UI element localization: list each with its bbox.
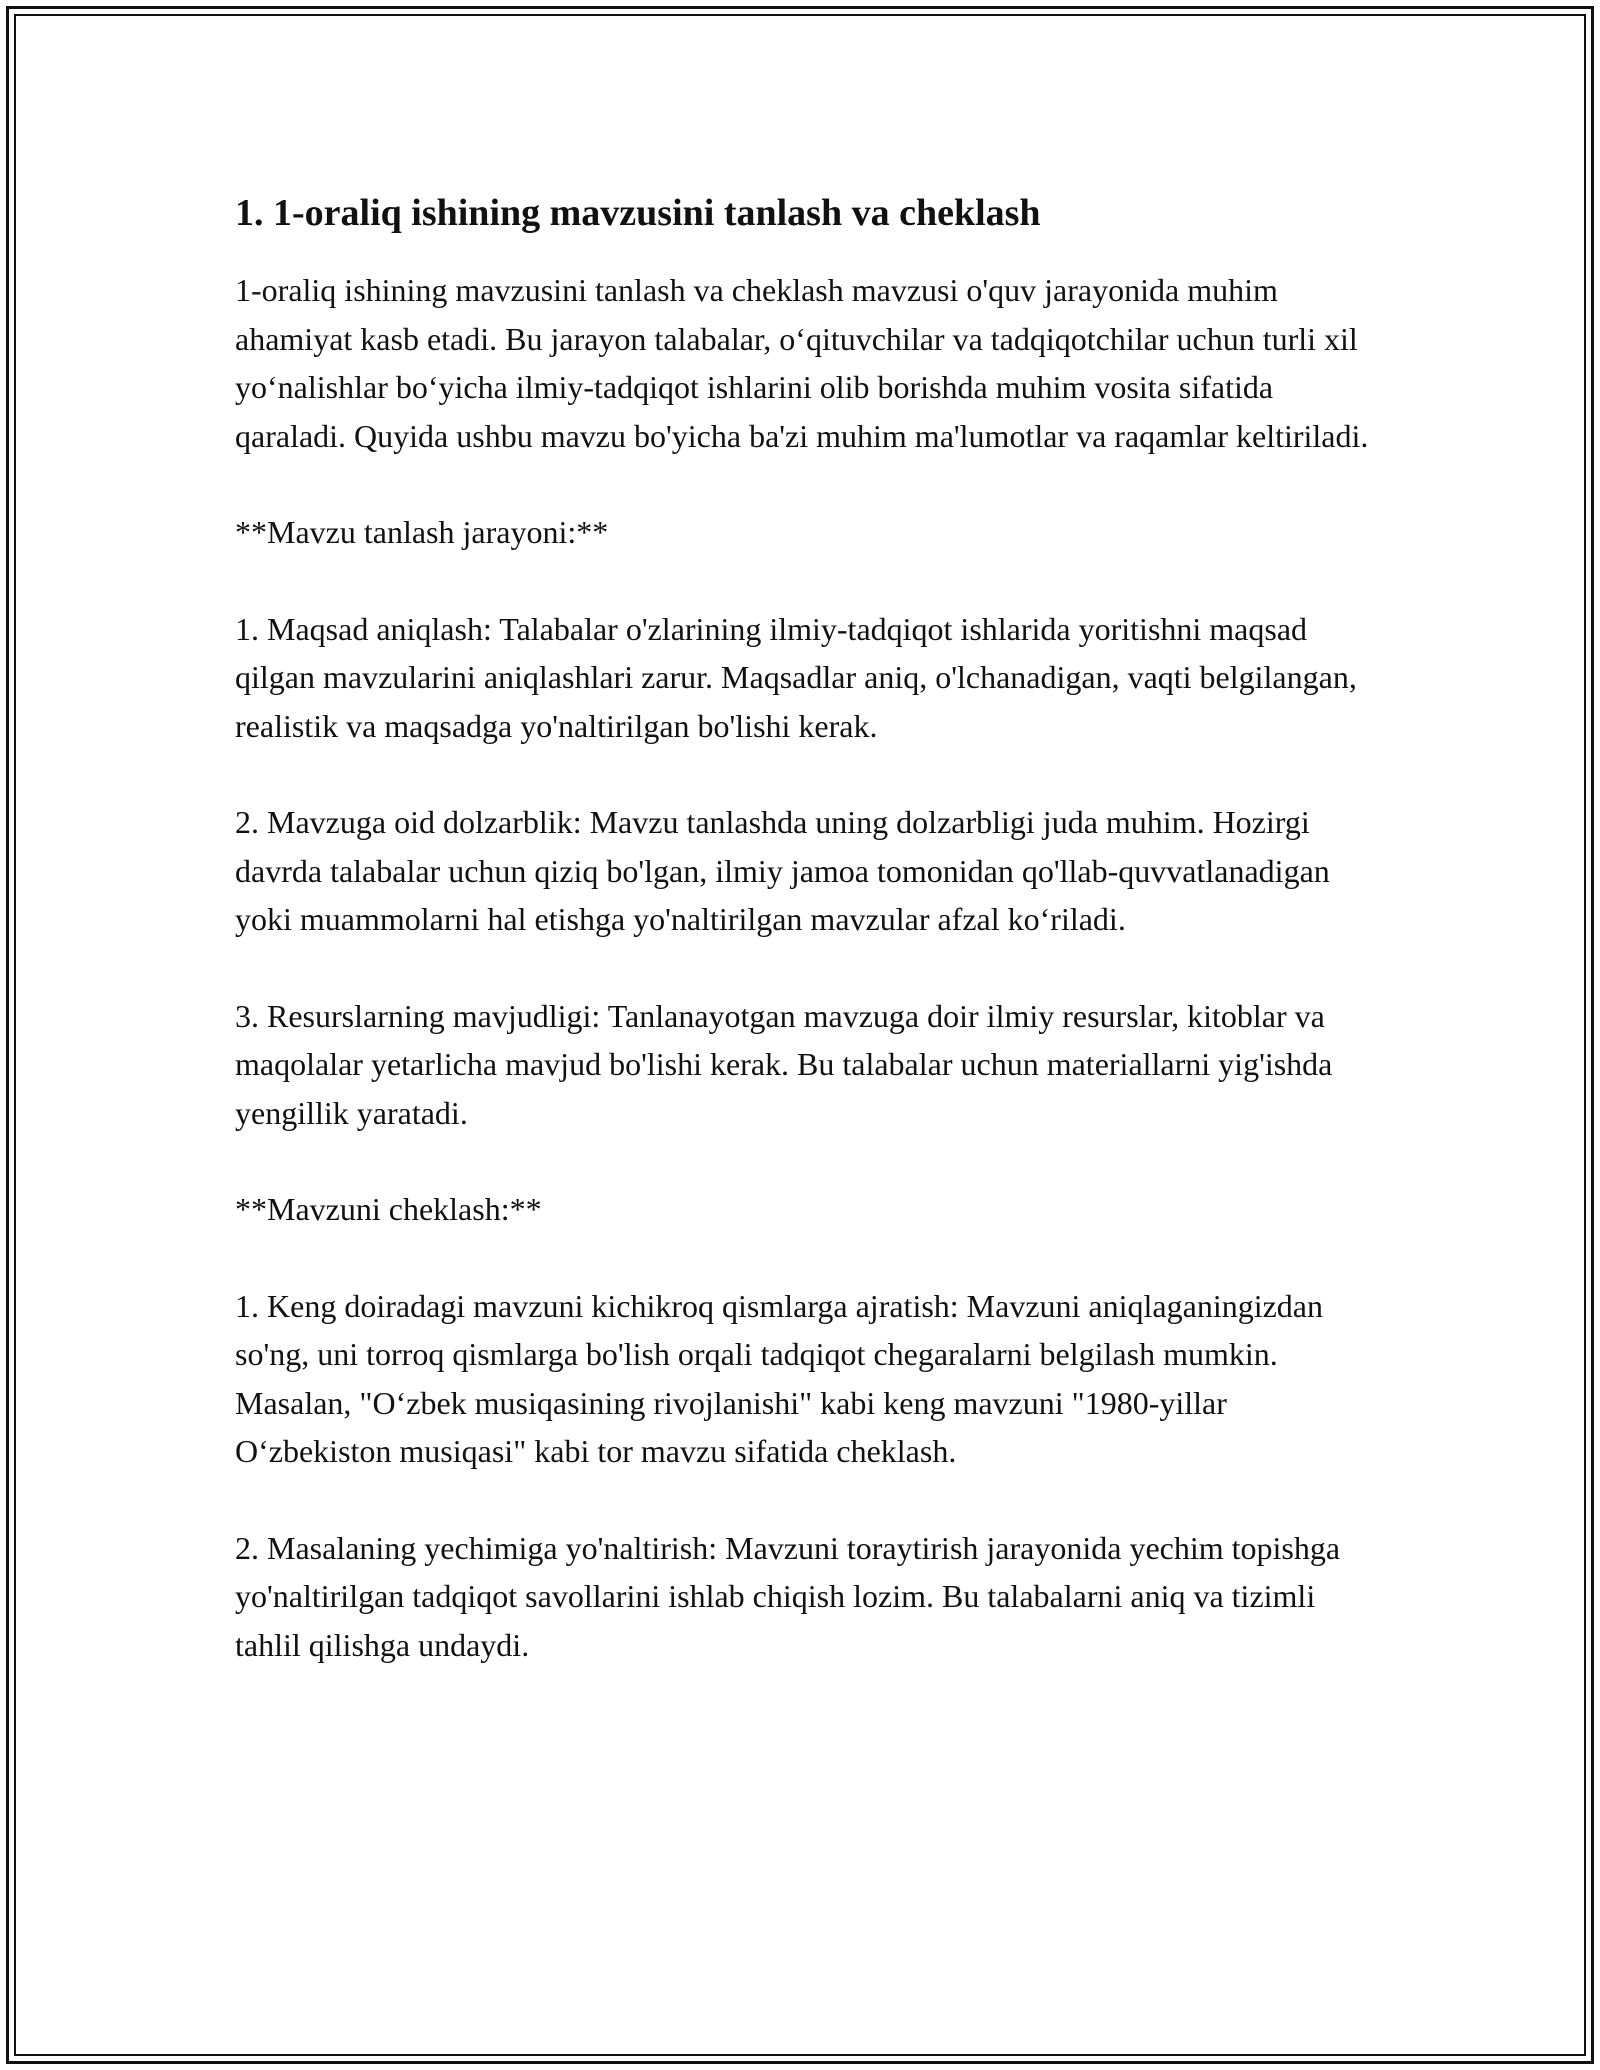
list-item-resource-availability: 3. Resurslarning mavjudligi: Tanlanayotgan mavzuga doir ilmiy resurslar, kitoblar va maqolalar yetarlicha mavjud bo'lishi kerak. Bu talabalar uchun materiallarni yig'ishda yengillik yaratadi. bbox=[235, 997, 1333, 1131]
intro-paragraph: 1-oraliq ishining mavzusini tanlash va cheklash mavzusi o'quv jarayonida muhim ahamiyat kasb etadi. Bu jarayon talabalar, o‘qituvchilar va tadqiqotchilar uchun turli xil yo‘nalishlar bo‘yicha ilmiy-tadqiqot ishlarini olib borishda muhim vosita sifatida qaraladi. Quyida ushbu mavzu bo'yicha ba'zi muhim ma'lumotlar va raqamlar keltiriladi. bbox=[235, 272, 1369, 454]
list-item-topic-relevance: 2. Mavzuga oid dolzarblik: Mavzu tanlashda uning dolzarbligi juda muhim. Hozirgi davrda talabalar uchun qiziq bo'lgan, ilmiy jamoa tomonidan qo'llab-quvvatlanadigan yoki muammolarni hal etishga yo'naltirilgan mavzular afzal ko‘riladi. bbox=[235, 804, 1330, 937]
list-item-solution-orientation: 2. Masalaning yechimiga yo'naltirish: Mavzuni toraytirish jarayonida yechim topishga yo'naltirilgan tadqiqot savollarini ishlab chiqish lozim. Bu talabalarni aniq va tizimli tahlil qilishga undaydi. bbox=[235, 1529, 1341, 1663]
list-item-split-topic: 1. Keng doiradagi mavzuni kichikroq qismlarga ajratish: Mavzuni aniqlaganingizdan so'ng, uni torroq qismlarga bo'lish orqali tadqiqot chegaralarni belgilash mumkin. Masalan, "O‘zbek musiqasining rivojlanishi" kabi keng mavzuni "1980-yillar O‘zbekiston musiqasi" kabi tor mavzu sifatida cheklash. bbox=[235, 1287, 1323, 1469]
list-item-goal-definition: 1. Maqsad aniqlash: Talabalar o'zlarining ilmiy-tadqiqot ishlarida yoritishni maqsad qilgan mavzularini aniqlashlari zarur. Maqsadlar aniq, o'lchanadigan, vaqti belgilangan, realistik va maqsadga yo'naltirilgan bo'lishi kerak. bbox=[235, 610, 1357, 744]
subheading-topic-narrowing: **Mavzuni cheklash:** bbox=[235, 1191, 542, 1227]
section-heading: 1. 1-oraliq ishining mavzusini tanlash va cheklash bbox=[235, 192, 1041, 234]
document-body bbox=[235, 186, 1375, 1717]
subheading-topic-selection: **Mavzu tanlash jarayoni:** bbox=[235, 514, 609, 550]
